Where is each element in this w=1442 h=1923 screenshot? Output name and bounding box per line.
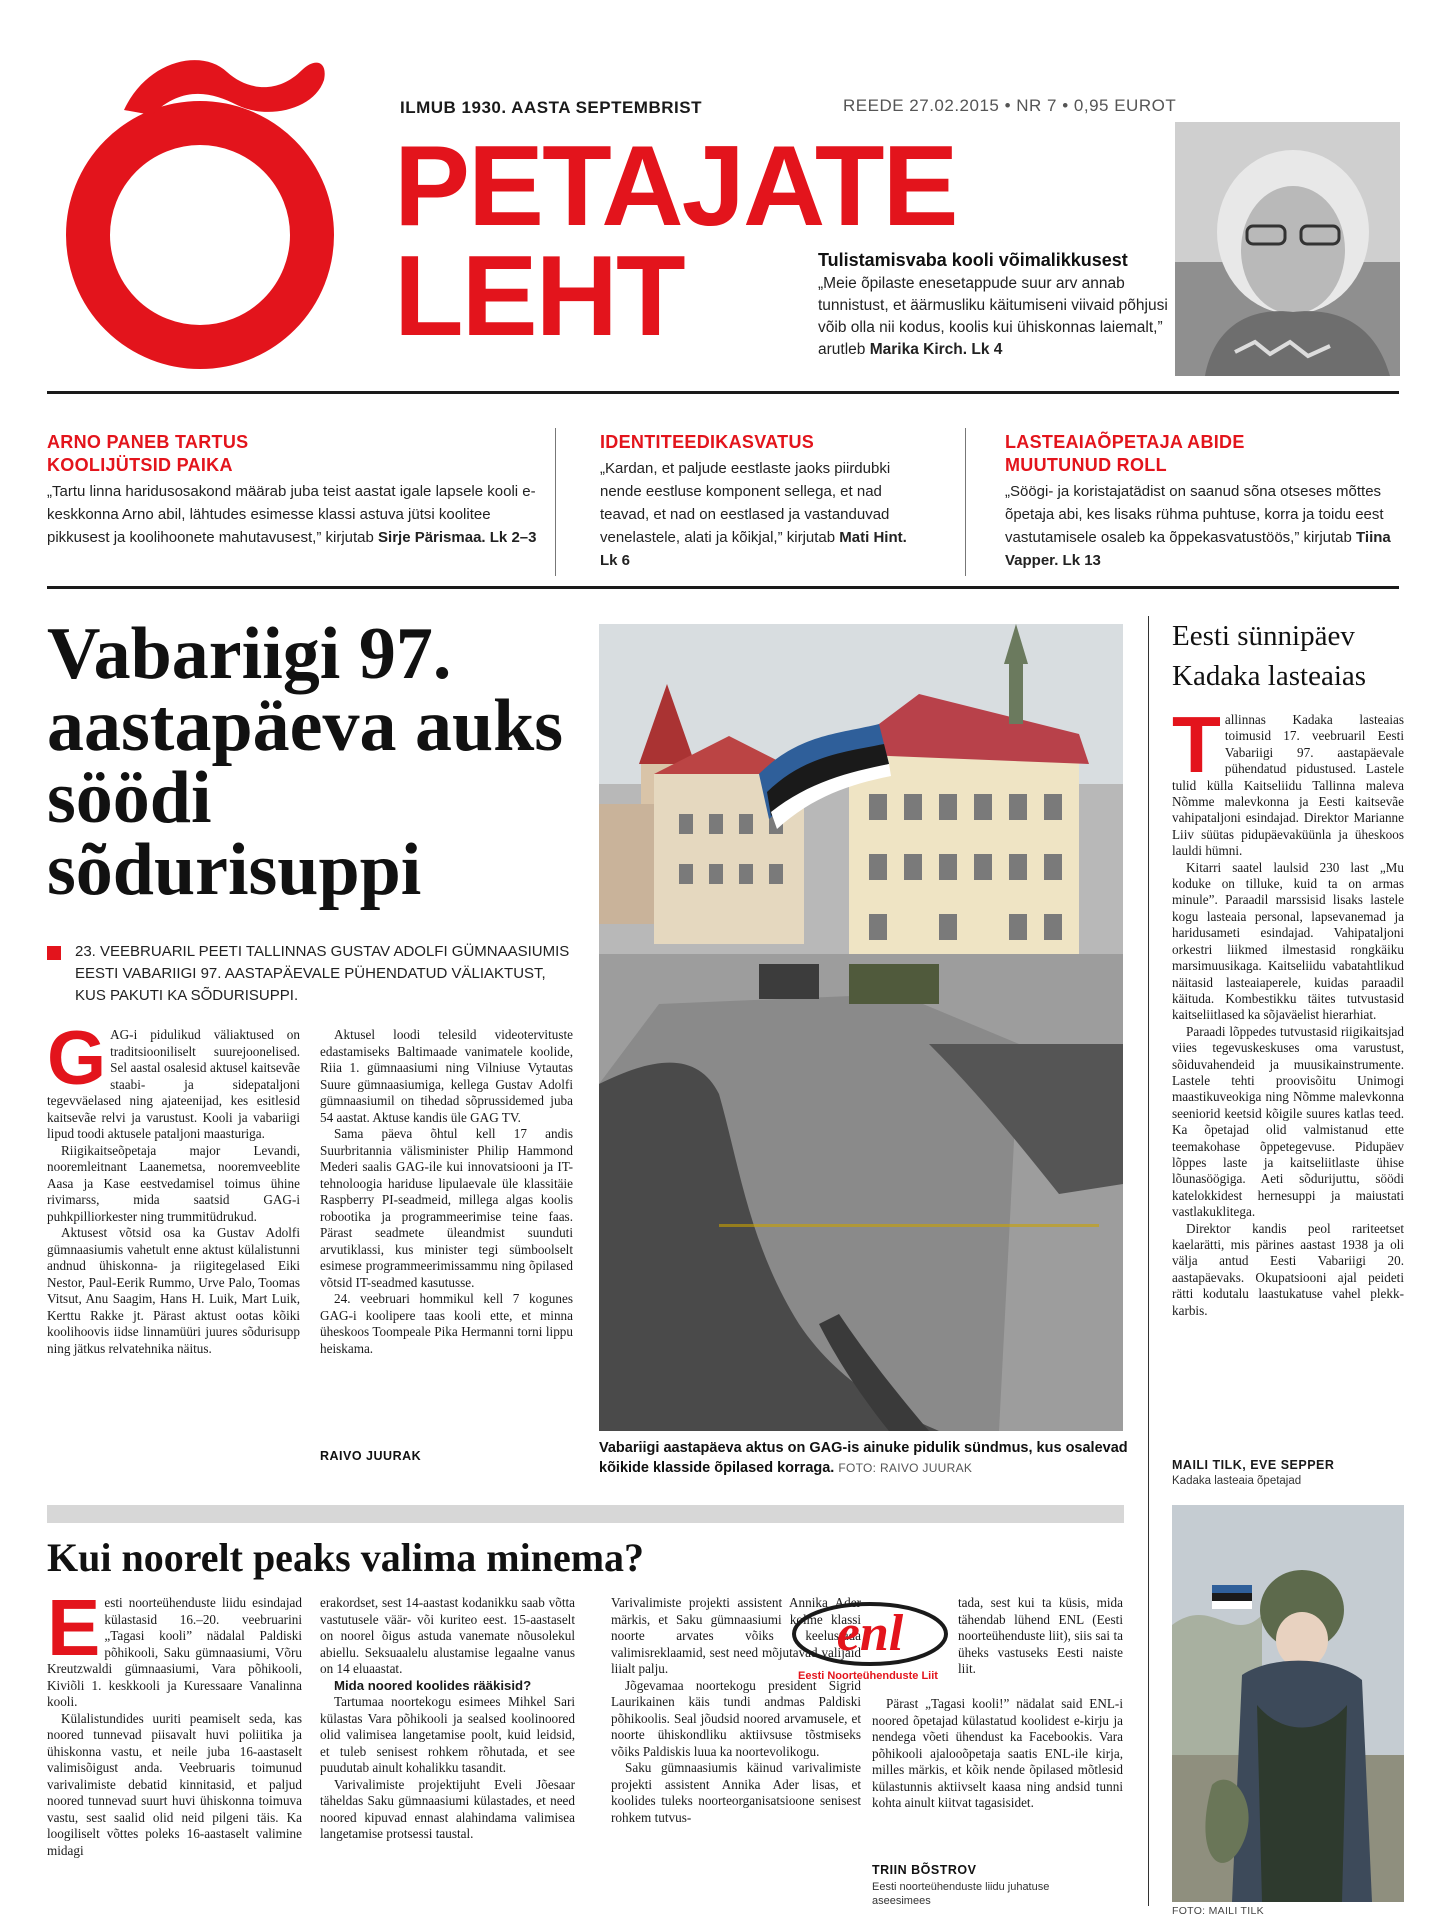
lead-bullet-icon xyxy=(47,946,61,960)
second-headline: Kui noorelt peaks valima minema? xyxy=(47,1535,645,1580)
second-story-column-2: erakordset, sest 14-aastast kodanikku saab võtta vastutusele väär- või kuriteo eest. 15-aastaselt on noorel õigus astuda vanemate nõusolekul abiellu. Seksuaalelu alustamise legaalne vanus on 14 eluaastat. Mida noored koolides rääkisid? Tartumaa noortekogu esimees Mihkel Sari külastas Vara põhikooli ja sealsed koolinoored olid valimisea langetamise poolt, kuid leidsid, et tuleb senisest rohkem rõhutada, et see puudutab ainult kohalikku tasandit. Varivalimiste projektijuht Eveli Jõesaar täheldas Saku gümnaasiumi külastades, et need noored kipuvad ennast alahindama valimisea langetamise protsessi taustal. xyxy=(320,1595,575,1841)
main-photo-caption xyxy=(599,1438,1129,1478)
enl-logo-mark-icon xyxy=(790,1598,950,1668)
main-dropcap: G xyxy=(47,1016,107,1101)
sidebar-byline-role: Kadaka lasteaia õpetajad xyxy=(1172,1475,1302,1487)
masthead-divider xyxy=(47,391,1399,394)
sidebar-headline: Eesti sünnipäev Kadaka lasteaias xyxy=(1172,620,1367,692)
teaser-top-headline: Tulistamisvaba kooli võimalikkusest xyxy=(818,250,1128,270)
sidebar-child-photo xyxy=(1172,1505,1404,1902)
section-separator-bar xyxy=(47,1505,1124,1523)
sidebar-dropcap: T xyxy=(1172,700,1221,789)
teaser-top-page-ref: Lk 4 xyxy=(971,341,1003,358)
teasers-divider xyxy=(47,586,1399,589)
main-lead: 23. VEEBRUARIL PEETI TALLINNAS GUSTAV ADOLFI GÜMNAASIUMIS EESTI VABARIIGI 97. AASTAPÄEVALE PÜHENDATUD VÄLIAKTUST, KUS PAKUTI KA SÕDURISUPPI. xyxy=(75,943,570,1004)
second-story-column-4b: Pärast „Tagasi kooli!” nädalat said ENL-i noored õpetajad külastatud koolidest e-kirju ja nendega võeti ühendust ka Facebookis. Vara põhikooli ajalooõpetaja saatis ENL-ile kirja, milles märkis, et kõik nende õpilased mõtlesid külastunnis aktiivselt kaasa ning andsid tunni kohta ainult kiitvat tagasisidet. xyxy=(872,1696,1123,1810)
main-byline: RAIVO JUURAK xyxy=(320,1449,422,1463)
issue-info: REEDE 27.02.2015 • NR 7 • 0,95 EUROT xyxy=(843,96,1177,115)
masthead-title-line1: PETAJATE xyxy=(394,123,957,250)
second-story-column-3: Varivalimiste projekti assistent Annika Ader märkis, et Saku gümnaasiumi kolme klassi noorte arvates võiks keelustada valimisreklaamid, sest need mõjutavad valijaid liialt palju. Jõgevamaa noortekogu president Sigrid Laurikainen käis tundi andmas Paldiski põhikoolis. Seal jõudsid noored arvamusele, et noorte ühiskondliku aktiivsuse tõstmiseks võiks Paldiskis luua ka noortevolikogu. Saku gümnaasiumis käinud varivalimiste projekti assistent Annika Ader lisas, et koolides tuleks noorteorganisatsioone senisest rohkem tutvus- xyxy=(611,1595,861,1825)
second-story-column-1: E esti noorteühenduste liidu esindajad külastasid 16.–20. veebruarini „Tagasi kooli” nädalal Paldiski põhikooli, Saku gümnaasiumi, Võru Kreutzwaldi gümnaasiumi, Vara põhikooli, Kiviõli 1. keskkooli ja Kuressaare Vanalinna kooli. Külalistundides uuriti peamiselt seda, kas noored tunnevad piisavalt huvi poliitika ja ühiskonna vastu, et neile juba 16-aastaselt valimisõigust anda. Veebruaris toimunud varivalimiste debatid kinnitasid, et paljud noored tunnevad suurt huvi ühiskonna toimuva vastu, sest saalid olid neid pilgeni täis. Ka loogiliselt võttes poleks 16-aastaselt valimine midagi xyxy=(47,1583,302,1858)
sidebar-photo-credit: FOTO: MAILI TILK xyxy=(1172,1905,1264,1917)
teaser-3-text: „Söögi- ja koristajatädist on saanud sõna otseses mõttes õpetaja abi, kes lisaks rühma puhtuse, korra ja toidu eest vastutamisele osaleb ka õppekasvatustöös,” kirjutab Tiina Vapper. Lk 13 xyxy=(1005,483,1391,569)
author-portrait-photo xyxy=(1175,122,1400,376)
sidebar-byline: MAILI TILK, EVE SEPPER xyxy=(1172,1458,1335,1472)
enl-logo xyxy=(790,1598,950,1698)
main-story-column-2: Aktusel loodi telesild videotervituste edastamiseks Baltimaade vanimatele koolide, Riia 1. gümnaasiumi ning Vilniuse Vytautas Suure gümnaasiumiga, kellega Gustav Adolfi gümnaasiumil on tihedad sõprussidemed juba 54 aastat. Aktuse kandis üle GAG TV. Sama päeva õhtul kell 17 andis Suurbritannia välisminister Philip Hammond Mederi saalis GAG-ile kui innovatsiooni ja IT-tehnoloogia hariduse lipulaevale üle klassitäie Raspberry PI-seadmeid, millega algas koolis robootika ja programmeerimise teine faas. Pärast seadmete üleandmist suunduti arvutiklassi, kus minister tegi sümboolselt esimese programmeerimissammu ning õpilased võtsid IT-seadmed kasutusse. 24. veebruari hommikul kell 7 kogunes GAG-i koolipere taas kooli ette, et minna üheskoos Toompeale Pika Hermanni torni lippu heiskama. xyxy=(320,1027,573,1356)
second-byline: TRIIN BÕSTROV xyxy=(872,1863,977,1877)
teaser-top-author: Marika Kirch xyxy=(869,341,963,358)
teaser-3-headline: LASTEAIAÕPETAJA ABIDE MUUTUNUD ROLL xyxy=(1005,432,1245,475)
main-story-column-1: G AG-i pidulikud väliaktused on traditsiooniliselt suurejoonelised. Sel aastal osalesid aktusel kaitsevãe staabi- ja sidepataljoni tegevväelased ning ajateenijad, kes esitlesid kaitsevãe relvi ja varustust. Kooli ja vabariigi lipud toodi aktusele pataljoni maasturiga. Riigikaitseõpetaja major Levandi, nooremleitnant Laanemetsa, nooremveeblite Aasa ja Kase eestvedamisel toimus ühine rivimarss, mida saatsid GAG-i puhkpilliorkester ning trummitüdrukud. Aktusest võtsid osa ka Gustav Adolfi gümnaasiumis vahetult enne aktust külalistunni andnud ühiskonna- ja riigitegelased Eiki Nestor, Paul-Eerik Rummo, Urve Palo, Toomas Vitsut, Anu Saagim, Hans H. Luik, Mart Luik, Kerttu Rakke jt. Pärast aktust ootas kõiki koolihoovis iidse linnamüüri juures sõdurisupp ning jätkus relvatehnika näitus. xyxy=(47,1016,300,1356)
teaser-2-text: „Kardan, et paljude eestlaste jaoks piirdubki nende eestluse komponent sellega, et nad teavad, et nad on eestlased ja vastanduvad venelastele, alati ja kõikjal,” kirjutab Mati Hint. Lk 6 xyxy=(600,460,907,569)
sidebar-divider xyxy=(1148,616,1149,1906)
teaser-1-text: „Tartu linna haridusosakond määrab juba teist aastat igale lapsele kooli e-keskkonna Arno abil, lähtudes esimesse klassi astuva jütsi koolitee pikkusest ja koolihoonete mahutavusest,” kirjutab Sirje Pärismaa. Lk 2–3 xyxy=(47,483,537,546)
teaser-1-headline: ARNO PANEB TARTUS KOOLIJÜTSID PAIKA xyxy=(47,432,249,475)
teaser-divider-1 xyxy=(555,428,556,576)
enl-logo-name: Eesti Noorteühenduste Liit xyxy=(798,1670,938,1682)
masthead-logo-o-icon xyxy=(52,40,362,370)
second-byline-role: Eesti noorteühenduste liidu juhatuse aseesimees xyxy=(872,1881,1050,1907)
main-photo-caption-text: Vabariigi aastapäeva aktus on GAG-is ainuke pidulik sündmus, kus osalevad kõikide klasside õpilased korraga. xyxy=(599,1440,1128,1476)
masthead-title-line2: LEHT xyxy=(394,233,684,360)
second-story-column-4a: tada, sest kui ta küsis, mida tähendab lühend ENL (Eesti noorteühenduste liit), siis sai ta üheks vastuseks Eesti naiste liit. xyxy=(958,1595,1123,1676)
second-dropcap: E xyxy=(47,1583,101,1672)
teaser-top-text: „Meie õpilaste enesetappude suur arv annab tunnistust, et äärmusliku käitumiseni viivaid põhjusi võib olla nii kodus, koolis kui ühiskonnas laiemalt,” arutleb Marika Kirch. Lk 4 xyxy=(818,275,1168,358)
main-photo-credit: FOTO: RAIVO JUURAK xyxy=(838,1461,973,1475)
main-headline: Vabariigi 97. aastapäeva auks söödi sõdurisuppi xyxy=(47,613,564,911)
main-story-photo xyxy=(599,624,1123,1431)
svg-text:enl: enl xyxy=(836,1605,904,1662)
sidebar-story-text: T allinnas Kadaka lasteaias toimusid 17. veebruaril Eesti Vabariigi 97. aastapäevale pühendatud pidustused. Lastele tulid külla Kaitseliidu Tallinna maleva Nõmme malevkonna ja Eesti kaitsevãe vahipataljoni esindajad. Direktor Marianne Liiv süütas pidupäevaküünla ja üheskoos lauldi hümni. Kitarri saatel laulsid 230 last „Mu koduke on tilluke, kuid ta on armas minule”. Paraadil marssisid lisaks lastele kogu lasteaia personal, lapsevanemad ja haridusameti esindajad. Vahipataljoni orkestri liikmed ilmestasid rongkäiku marsimuusikaga. Kaitseliidu vabatahtlikud näitasid lasteaiaperele, kuidas paraadil käituda. Kombestikku täites tutvustasid kaitseliitlased ka sõjaväelist hierarhiat. Paraadi lõppedes tutvustasid riigikaitsjad viies tegevuskeskuses oma varustust, sõiduvahendeid ja muusikainstrumente. Lastele tehti proovisõitu Unimogi maastikuveokiga ning Nõmme malevkonna seeniorid keetsid kõigile suures katlas teed. Ka õpetajad olid valmistanud ette teemakohase õppetegevuse. Pidupäev lõppes laste ja kaitseliitlaste ühise lõunasöögiga. Aeti sõdurijuttu, söödi katelokkidest hernesuppi ja maiustati vastlakuklitega. Direktor kandis peol rariteetset kaelarätti, mis pärines aastast 1938 ja oli välja antud Eesti Vabariigi 20. aastapäevaks. Okupatsiooni ajal peideti rätti kodutalu laastukatuse vahel plekk-karbis. xyxy=(1172,700,1404,1318)
teaser-top-quote: „Meie õpilaste enesetappude suur arv annab tunnistust, et äärmusliku käitumiseni viivaid põhjusi võib olla nii kodus, koolis kui ühiskonnas laiemalt,” arutleb xyxy=(818,275,1168,358)
established-note: ILMUB 1930. AASTA SEPTEMBRIST xyxy=(400,98,702,117)
teaser-2-headline: IDENTITEEDIKASVATUS xyxy=(600,432,815,452)
teaser-divider-2 xyxy=(965,428,966,576)
